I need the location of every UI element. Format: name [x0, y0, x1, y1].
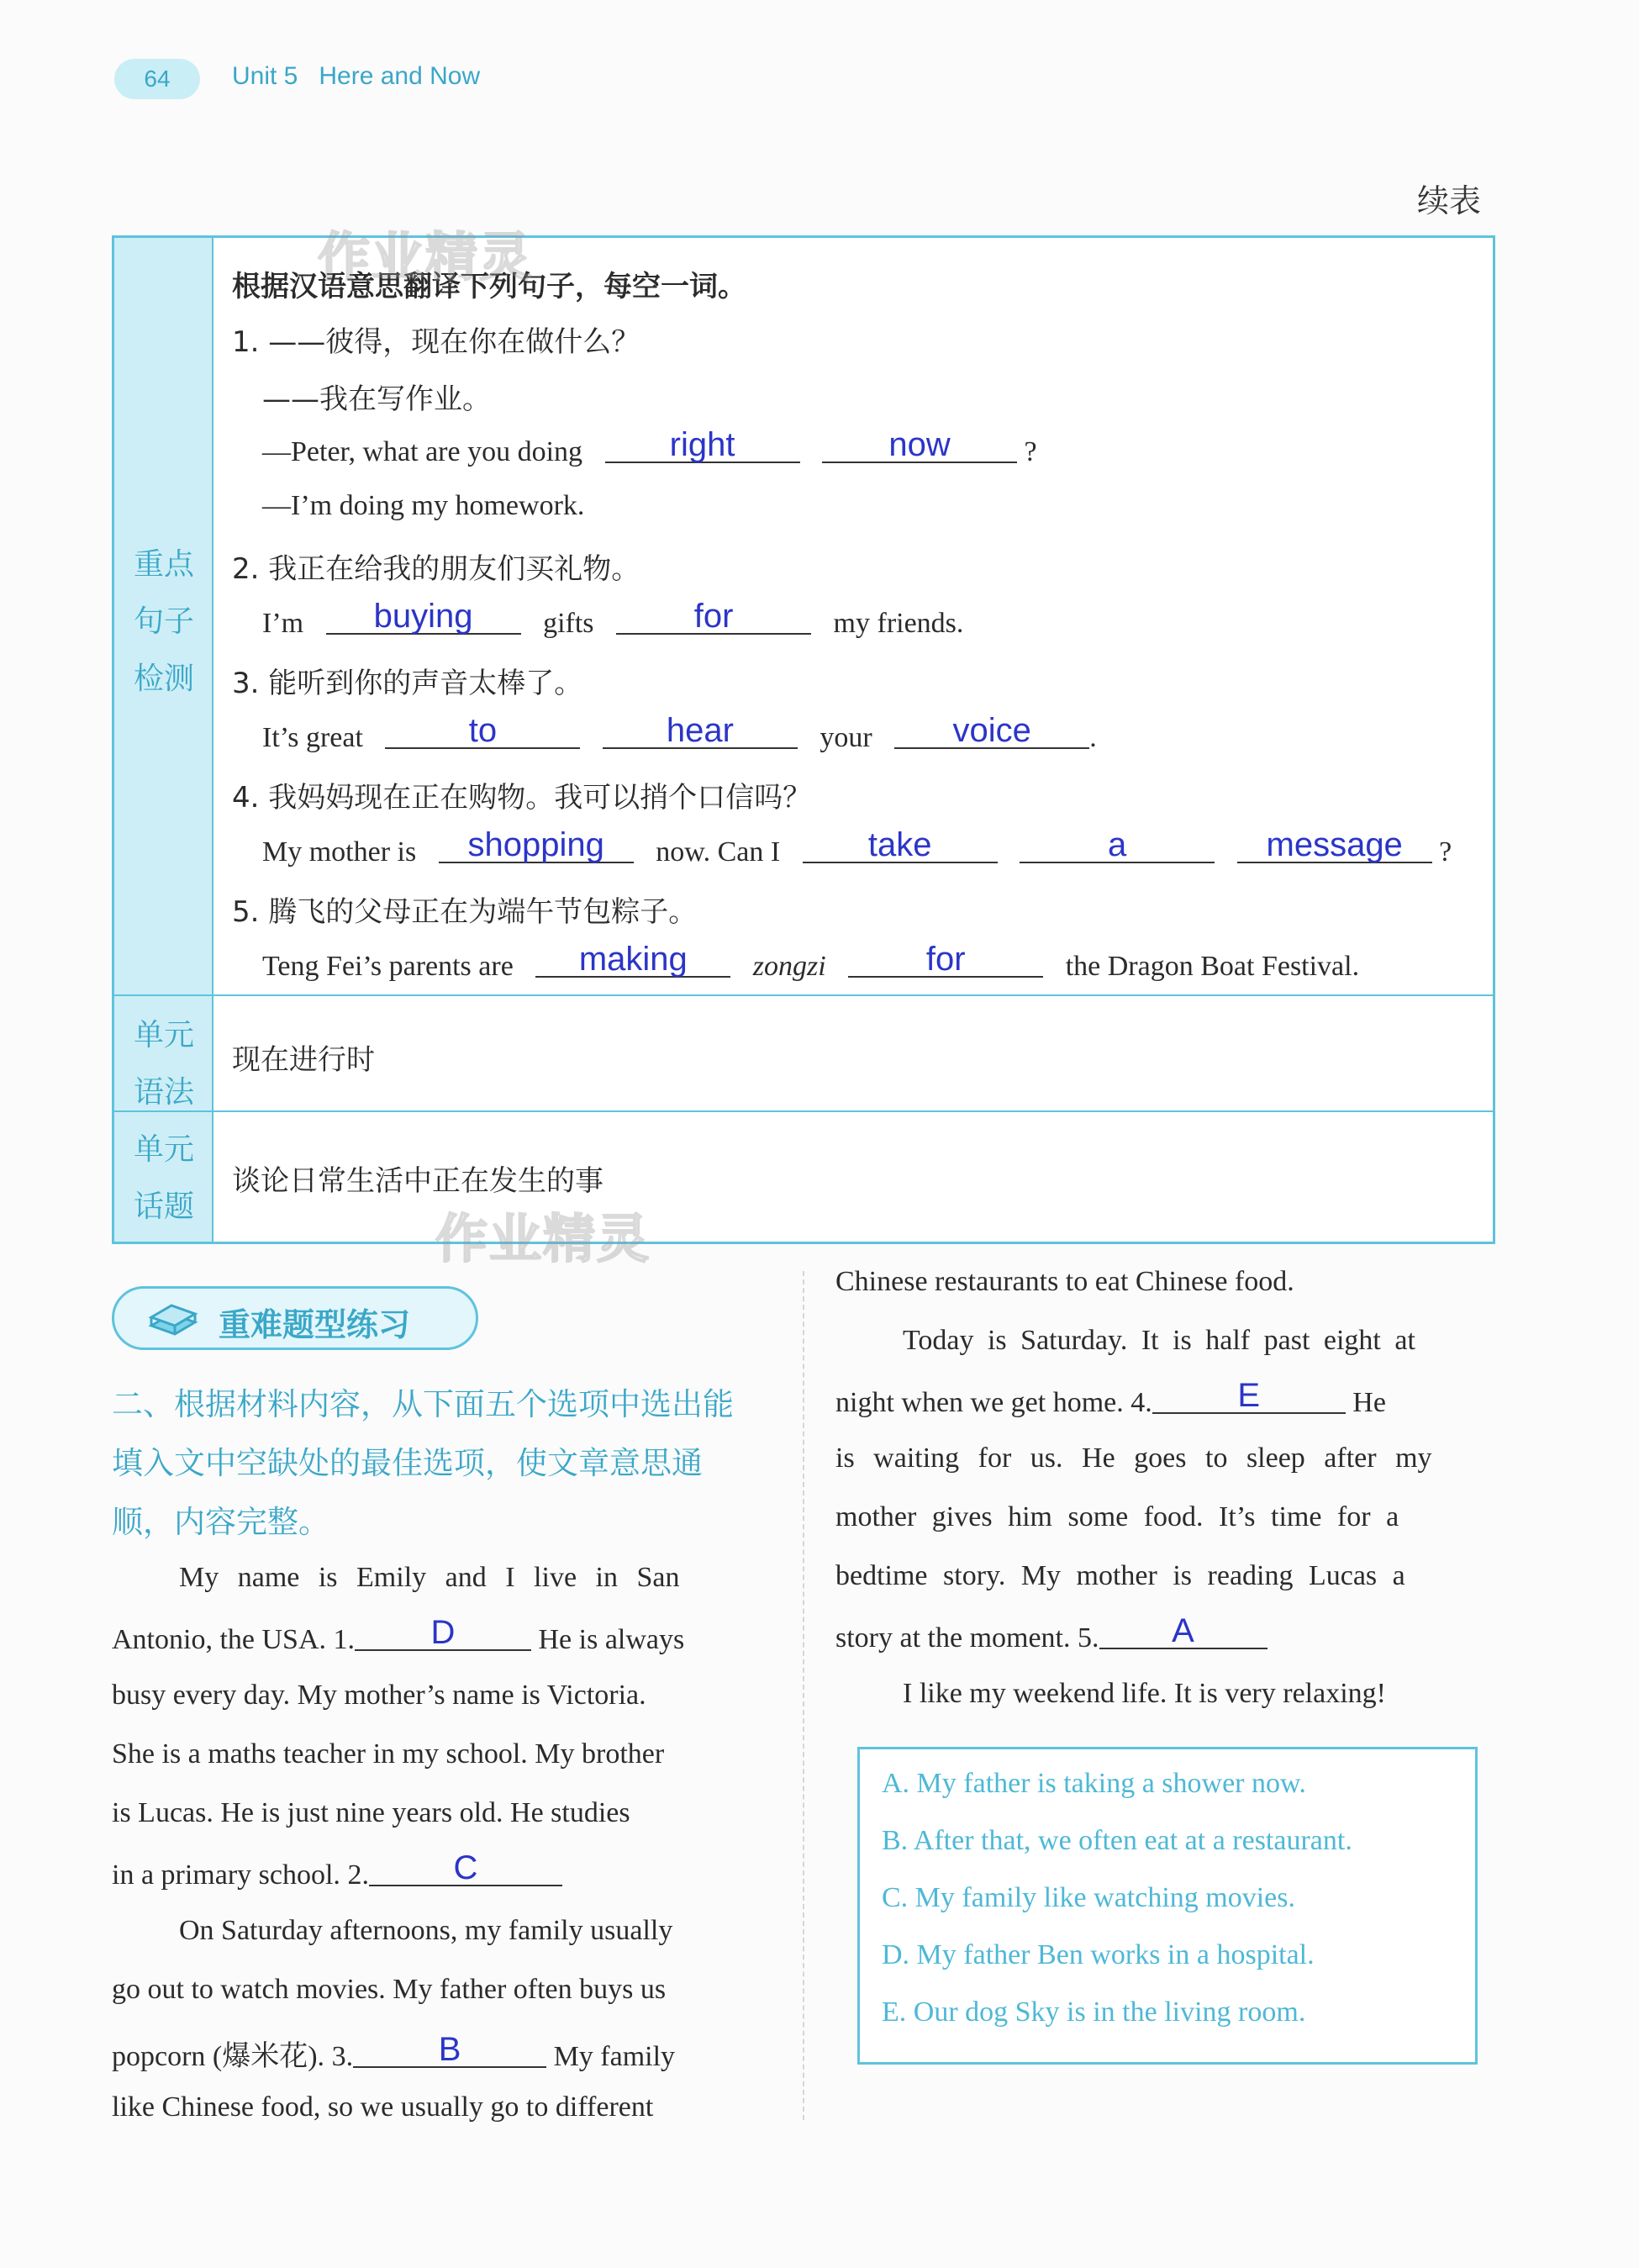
- left-line-7: On Saturday afternoons, my family usually: [179, 1915, 673, 1946]
- q3-en-line: [262, 712, 1097, 754]
- q5-en-line: [262, 941, 1360, 983]
- q4-answer-3[interactable]: a: [1020, 828, 1215, 863]
- blank-5-answer[interactable]: A: [1099, 1614, 1267, 1649]
- books-icon: [146, 1300, 200, 1342]
- q1-en-prefix: —Peter, what are you doing: [262, 436, 583, 467]
- option-e: E. Our dog Sky is in the living room.: [882, 1996, 1306, 2028]
- q3-answer-2[interactable]: hear: [603, 714, 798, 749]
- blank-3-number: 3.: [331, 2041, 354, 2072]
- side-label-key-sentences-3: 检测: [133, 662, 194, 696]
- blank-1-answer[interactable]: D: [355, 1616, 531, 1651]
- instruction: 根据汉语意思翻译下列句子，每空一词。: [232, 270, 746, 303]
- right-line-7-pre: story at the moment.: [835, 1622, 1071, 1654]
- blank-5-number: 5.: [1078, 1622, 1099, 1654]
- side-label-topic-2: 话题: [133, 1189, 194, 1224]
- left-line-9: [112, 2033, 675, 2074]
- right-line-5: mother gives him some food. It’s time for a: [835, 1501, 1399, 1532]
- left-line-2: [112, 1614, 685, 1656]
- left-line-10: like Chinese food, so we usually go to different: [112, 2091, 654, 2123]
- watermark-1: 作业精灵: [318, 226, 534, 287]
- row-divider-2: [114, 1110, 1493, 1112]
- option-c: C. My family like watching movies.: [882, 1882, 1295, 1913]
- unit-title: Unit 5 Here and Now: [232, 62, 481, 90]
- q5-p1: Teng Fei’s parents are: [262, 951, 514, 982]
- row-divider-1: [114, 994, 1493, 996]
- q2-p1: I’m: [262, 608, 304, 639]
- blank-3-answer[interactable]: B: [353, 2033, 546, 2068]
- side-label-key-sentences-1: 重点: [133, 547, 194, 582]
- topic-text: 谈论日常生活中正在发生的事: [232, 1164, 603, 1198]
- left-line-6-pre: in a primary school.: [112, 1859, 340, 1891]
- q2-en-line: [262, 598, 964, 640]
- q2-p3: my friends.: [833, 608, 964, 639]
- instruction-line-3: 顺，内容完整。: [112, 1504, 329, 1540]
- side-label-key-sentences-2: 句子: [133, 604, 194, 639]
- q1-en-line: [262, 426, 1037, 468]
- q5-answer-1[interactable]: making: [535, 942, 730, 978]
- q3-answer-3[interactable]: voice: [894, 714, 1089, 749]
- q1-zh-2: ——我在写作业。: [262, 382, 491, 416]
- left-line-6: [112, 1849, 562, 1891]
- q5-p3: the Dragon Boat Festival.: [1065, 951, 1360, 982]
- q2-answer-1[interactable]: buying: [326, 599, 521, 635]
- right-line-4: is waiting for us. He goes to sleep after my: [835, 1443, 1432, 1474]
- q1-answer-2[interactable]: now: [822, 428, 1017, 463]
- section-title-pill: [112, 1286, 478, 1350]
- continued-label: 续表: [1417, 182, 1482, 219]
- option-b: B. After that, we often eat at a restaurant.: [882, 1825, 1352, 1856]
- section-title: 重难题型练习: [219, 1306, 411, 1343]
- q3-p3: .: [1089, 722, 1097, 753]
- q3-zh: 3. 能听到你的声音太棒了。: [232, 667, 583, 700]
- q4-p1: My mother is: [262, 836, 417, 868]
- summary-table: [112, 235, 1495, 1244]
- q4-p3: ?: [1439, 836, 1452, 868]
- side-label-grammar-1: 单元: [133, 1018, 194, 1052]
- instruction-line-2: 填入文中空缺处的最佳选项，使文章意思通: [112, 1445, 703, 1481]
- practice-instruction: [112, 1375, 776, 1552]
- side-label-grammar-2: 语法: [133, 1075, 194, 1110]
- q1-zh-1: 1. ——彼得，现在你在做什么？: [232, 325, 640, 359]
- q4-en-line: [262, 826, 1452, 868]
- option-a: A. My father is taking a shower now.: [882, 1768, 1306, 1799]
- left-line-9-pre: popcorn (爆米花).: [112, 2041, 325, 2072]
- right-line-7: [835, 1612, 1267, 1654]
- q2-zh: 2. 我正在给我的朋友们买礼物。: [232, 552, 640, 586]
- q3-p2: your: [820, 722, 872, 753]
- right-line-6: bedtime story. My mother is reading Lucas a: [835, 1560, 1405, 1591]
- page-number-badge: 64: [114, 59, 200, 99]
- blank-2-number: 2.: [347, 1859, 369, 1891]
- q3-answer-1[interactable]: to: [385, 714, 580, 749]
- left-line-5: is Lucas. He is just nine years old. He studies: [112, 1797, 630, 1828]
- q4-answer-2[interactable]: take: [803, 828, 998, 863]
- blank-1-number: 1.: [333, 1624, 355, 1655]
- column-divider: [803, 1271, 804, 2120]
- right-line-1: Chinese restaurants to eat Chinese food.: [835, 1266, 1294, 1297]
- q4-zh: 4. 我妈妈现在正在购物。我可以捎个口信吗？: [232, 781, 812, 815]
- q4-p2: now. Can I: [656, 836, 781, 868]
- options-box: [857, 1747, 1478, 2065]
- blank-2-answer[interactable]: C: [369, 1851, 562, 1886]
- q5-answer-2[interactable]: for: [848, 942, 1043, 978]
- right-line-2: Today is Saturday. It is half past eight at: [903, 1325, 1415, 1356]
- left-line-3: busy every day. My mother’s name is Victoria.: [112, 1680, 646, 1711]
- q2-answer-2[interactable]: for: [616, 599, 811, 635]
- left-line-1: My name is Emily and I live in San: [179, 1562, 680, 1593]
- left-line-9-post: My family: [553, 2041, 676, 2072]
- blank-4-number: 4.: [1130, 1387, 1152, 1418]
- watermark-2: 作业精灵: [435, 1208, 651, 1269]
- instruction-line-1: 二、根据材料内容，从下面五个选项中选出能: [112, 1386, 734, 1422]
- q1-en-suffix: ?: [1024, 436, 1037, 467]
- q4-answer-4[interactable]: message: [1237, 828, 1432, 863]
- right-line-3-pre: night when we get home.: [835, 1387, 1124, 1418]
- left-line-2-post: He is always: [538, 1624, 685, 1655]
- right-line-3: [835, 1377, 1386, 1419]
- side-label-topic-1: 单元: [133, 1132, 194, 1167]
- q1-en-2: —I’m doing my homework.: [262, 490, 585, 521]
- right-line-8: I like my weekend life. It is very relaxing!: [903, 1678, 1386, 1709]
- left-line-8: go out to watch movies. My father often buys us: [112, 1974, 667, 2005]
- grammar-text: 现在进行时: [232, 1043, 375, 1077]
- q5-p2: zongzi: [752, 951, 826, 982]
- left-line-4: She is a maths teacher in my school. My brother: [112, 1738, 665, 1770]
- q1-answer-1[interactable]: right: [605, 428, 800, 463]
- q2-p2: gifts: [543, 608, 594, 639]
- left-line-2-pre: Antonio, the USA.: [112, 1624, 326, 1655]
- right-line-3-post: He: [1352, 1387, 1386, 1418]
- q5-zh: 5. 腾飞的父母正在为端午节包粽子。: [232, 895, 698, 929]
- blank-4-answer[interactable]: E: [1152, 1379, 1346, 1414]
- option-d: D. My father Ben works in a hospital.: [882, 1939, 1315, 1970]
- q4-answer-1[interactable]: shopping: [439, 828, 634, 863]
- q3-p1: It’s great: [262, 722, 363, 753]
